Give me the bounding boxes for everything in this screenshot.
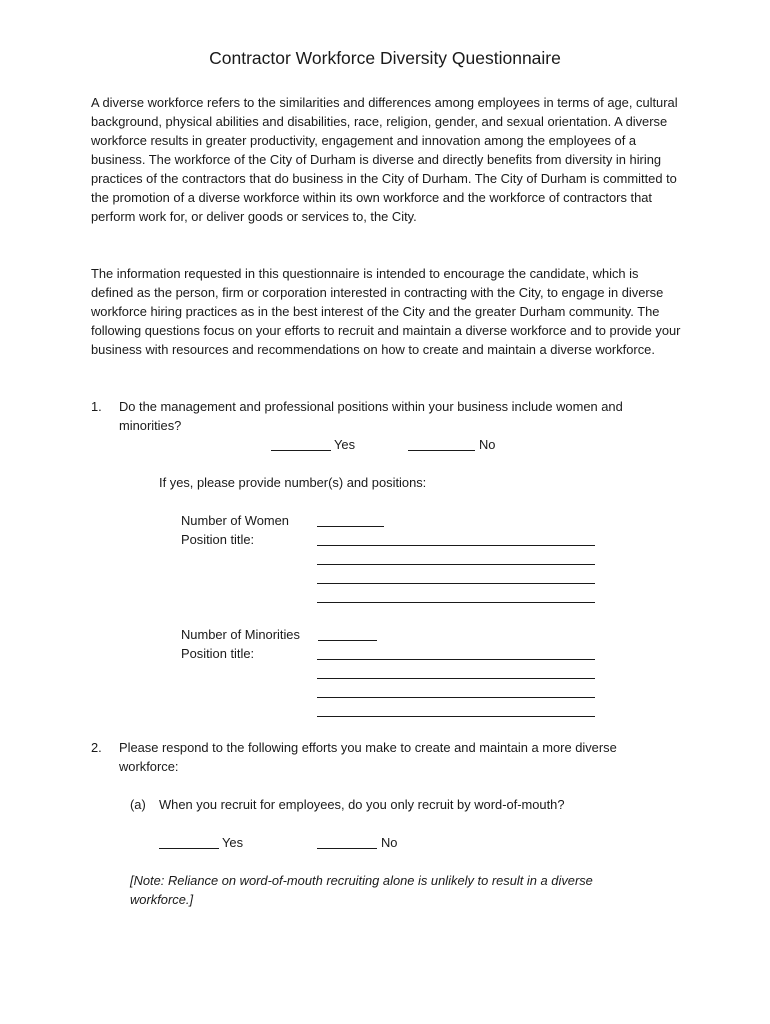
question-1-text: Do the management and professional positions within your business include women and minorities?	[119, 399, 623, 433]
women-position-line-1[interactable]	[317, 545, 595, 546]
women-position-line-4[interactable]	[317, 602, 595, 603]
women-count-label: Number of Women	[181, 513, 289, 528]
question-2-number: 2.	[91, 740, 102, 755]
q1-followup-text: If yes, please provide number(s) and positions:	[159, 475, 427, 490]
q2a-no-label: No	[381, 835, 398, 850]
women-count-blank[interactable]	[317, 526, 384, 527]
minorities-count-blank[interactable]	[318, 640, 377, 641]
q2a-yes-label: Yes	[222, 835, 244, 850]
q2a-yes-blank[interactable]	[159, 848, 219, 849]
minorities-position-line-1[interactable]	[317, 659, 595, 660]
q1-yes-label: Yes	[334, 437, 356, 452]
women-position-line-2[interactable]	[317, 564, 595, 565]
minorities-position-line-2[interactable]	[317, 678, 595, 679]
q2a-note: [Note: Reliance on word-of-mouth recruiting alone is unlikely to result in a diverse workforce.]	[130, 873, 593, 907]
question-2a-text: When you recruit for employees, do you only recruit by word-of-mouth?	[159, 797, 565, 812]
q1-yes-blank[interactable]	[271, 450, 331, 451]
question-1-number: 1.	[91, 399, 102, 414]
minorities-position-label: Position title:	[181, 646, 255, 661]
minorities-count-label: Number of Minorities	[181, 627, 300, 642]
question-2-text: Please respond to the following efforts you make to create and maintain a more diverse workforce:	[119, 740, 617, 774]
q2a-no-blank[interactable]	[317, 848, 377, 849]
women-position-label: Position title:	[181, 532, 255, 547]
q1-no-blank[interactable]	[408, 450, 475, 451]
q1-no-label: No	[479, 437, 496, 452]
women-position-line-3[interactable]	[317, 583, 595, 584]
minorities-position-line-3[interactable]	[317, 697, 595, 698]
question-2a-letter: (a)	[130, 797, 146, 812]
minorities-position-line-4[interactable]	[317, 716, 595, 717]
intro-paragraph-2: The information requested in this questionnaire is intended to encourage the candidate, which is defined as the person, firm or corporation interested in contracting with the City, to engage in diverse workforce hiring practices as in the best interest of the City and the greater Durham community. The following questions focus on your efforts to recruit and maintain a diverse workforce and to provide your business with resources and recommendations on how to create and maintain a diverse workforce.	[91, 266, 681, 357]
page-title: Contractor Workforce Diversity Questionnaire	[209, 48, 561, 68]
intro-paragraph-1: A diverse workforce refers to the similarities and differences among employees in terms of age, cultural background, physical abilities and disabilities, race, religion, gender, and sexual orientation. A diverse workforce results in greater productivity, engagement and innovation among the employees of a business. The workforce of the City of Durham is diverse and directly benefits from diversity in hiring practices of the contractors that do business in the City of Durham. The City of Durham is committed to the promotion of a diverse workforce within its own workforce and the workforce of contractors that perform work for, or deliver goods or services to, the City.	[91, 95, 678, 224]
